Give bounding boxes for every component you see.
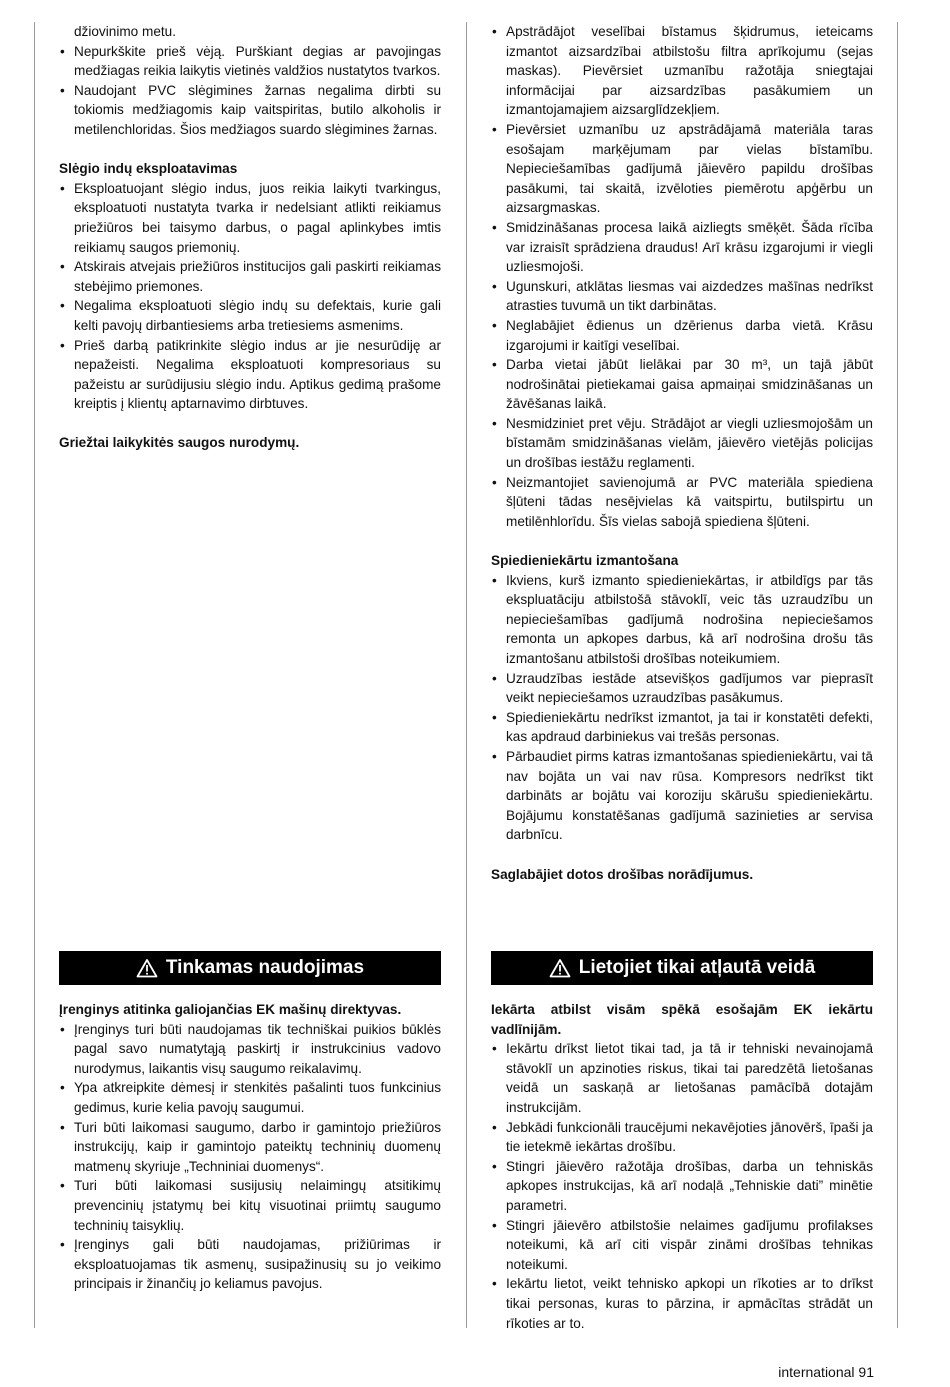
section-title: Slėgio indų eksploatavimas <box>59 161 238 177</box>
warning-triangle-icon <box>549 958 571 978</box>
list-item: • Iekārtu drīkst lietot tikai tad, ja tā ir tehniski nevainojamā stāvoklī un apzinoties riskus, tikai tai paredzētā lietošanas veidā un saskaņā ar lietošanas pamācībā dotajām instrukcijām. <box>491 1039 873 1117</box>
list-item: • Eksploatuojant slėgio indus, juos reikia laikyti tvarkingus, eksploatuoti nustatyta tvarka ir nedelsiant atlikti reikiamus priežiūros bei taisymo darbus, o pagal aplinkybes imtis reikiamų saugos priemonių. <box>59 179 441 257</box>
usage-lead: Iekārta atbilst visām spēkā esošajām EK iekārtu vadlīnijām. <box>491 1002 873 1037</box>
section-title: Spiedieniekārtu izmantošana <box>491 553 679 569</box>
bullet-list-top <box>59 42 441 140</box>
left-column <box>59 22 441 453</box>
list-item: • Ypa atkreipkite dėmesį ir stenkitės pašalinti tuos funkcinius gedimus, kurie kelia pavojų saugumui. <box>59 1078 441 1117</box>
list-item: • Pievērsiet uzmanību uz apstrādājamā materiāla taras esošajam marķējumam par vielas bīstamību. Nepieciešamības gadījumā jāievēro papildu drošības pasākumi, tai skaitā, izvēloties piemērotu apģērbu un aizsargmaskas. <box>491 120 873 218</box>
list-item: • Įrenginys turi būti naudojamas tik techniškai puikios būklės pagal savo numatytąją paskirtį ir instrukcinius vadovo nurodymus, laikantis visų saugumo reikalavimų. <box>59 1020 441 1079</box>
column-rule-right <box>897 22 898 1328</box>
list-item: • Prieš darbą patikrinkite slėgio indus ar jie nesurūdiję ar nepažeisti. Negalima eksploatuoti kompresoriaus su pažeistu ar surūdijusiu slėgio indu. Aptikus gedimą prašome kreiptis į klientų aptarnavimo dirbtuves. <box>59 336 441 414</box>
bullet-list-section <box>491 571 873 845</box>
usage-section-right <box>491 1000 873 1333</box>
closing-note: Saglabājiet dotos drošības norādījumus. <box>491 866 754 882</box>
usage-bullet-list <box>59 1020 441 1294</box>
usage-section-left <box>59 1000 441 1294</box>
list-item: • Atskirais atvejais priežiūros institucijos gali paskirti reikiamas stebėjimo priemones. <box>59 257 441 296</box>
list-item: • Pārbaudiet pirms katras izmantošanas spiedieniekārtu, vai tā nav bojāta un vai nav rūsa. Kompresors nedrīkst tikt darbināts ar bojātu vai koroziju skārušu spiedieniekārtu. Bojājumu konstatēšanas gadījumā sazinieties ar servisa darbnīcu. <box>491 747 873 845</box>
list-item: • Smidzināšanas procesa laikā aizliegts smēķēt. Šāda rīcība var izraisīt sprādziena draudus! Arī krāsu izgarojumi ir viegli uzliesmojoši. <box>491 218 873 277</box>
usage-lead: Įrenginys atitinka galiojančias EK mašinų direktyvas. <box>59 1002 402 1017</box>
list-item: • Nesmidziniet pret vēju. Strādājot ar viegli uzliesmojošām un bīstamām smidzināšanas vielām, jāievēro vietējās policijas un drošības iestāžu reglamenti. <box>491 414 873 473</box>
section-banner-left <box>59 951 441 985</box>
warning-triangle-icon <box>136 958 158 978</box>
list-item: • Ikviens, kurš izmanto spiedieniekārtas, ir atbildīgs par tās ekspluatāciju atbilstošā stāvoklī, veic tās uzraudzību un nepieciešamības gadījumā nodrošina nepieciešamos remonta un apkopes darbus, kā arī nodrošina drošu tās izmantošanu atbilstoši drošības noteikumiem. <box>491 571 873 669</box>
list-item: • Neglabājiet ēdienus un dzērienus darba vietā. Krāsu izgarojumi ir kaitīgi veselībai. <box>491 316 873 355</box>
right-column <box>491 22 873 884</box>
column-rule-middle <box>466 22 467 1328</box>
list-item: • Uzraudzības iestāde atsevišķos gadījumos var pieprasīt veikt nepieciešamos uzraudzības pasākumus. <box>491 669 873 708</box>
page-footer: international 91 <box>778 1364 874 1380</box>
list-item: • Stingri jāievēro atbilstošie nelaimes gadījumu profilakses noteikumi, kā arī citi vispār zināmi drošības tehnikas noteikumi. <box>491 1216 873 1275</box>
section-banner-right <box>491 951 873 985</box>
banner-title: Tinkamas naudojimas <box>165 957 365 978</box>
closing-note: Griežtai laikykitės saugos nurodymų. <box>59 435 300 451</box>
list-item: • Apstrādājot veselībai bīstamus šķidrumus, ieteicams izmantot aizsardzībai atbilstošu filtra aprīkojumu (sejas maskas). Pievērsiet uzmanību ražotāja sniegtajai informācijai par aizsardzības pasākumiem un izmantojamajiem aizsarglīdzekļiem. <box>491 22 873 120</box>
list-item: • Jebkādi funkcionāli traucējumi nekavējoties jānovērš, īpaši ja tie ietekmē iekārtas drošību. <box>491 1118 873 1157</box>
list-item: • Ugunskuri, atklātas liesmas vai aizdedzes mašīnas nedrīkst atrasties tuvumā un tikt darbinātas. <box>491 277 873 316</box>
list-item: • Iekārtu lietot, veikt tehnisko apkopi un rīkoties ar to drīkst tikai personas, kuras to pārzina, ir apmācītas strādāt un rīkoties ar to. <box>491 1274 873 1333</box>
list-item: • Neizmantojiet savienojumā ar PVC materiāla spiediena šļūteni tādas nesējvielas kā vaitspirtu, butilspirtu un metilēnhlorīdu. Šīs vielas sabojā spiediena šļūteni. <box>491 473 873 532</box>
bullet-list-top <box>491 22 873 531</box>
list-item: • Turi būti laikomasi saugumo, darbo ir gamintojo priežiūros instrukcijų, kaip ir gamintojo pateiktų techninių duomenų matmenų skyriuje „Techniniai duomenys“. <box>59 1118 441 1177</box>
list-item: • Darba vietai jābūt lielākai par 30 m³, un tajā jābūt nodrošinātai pietiekamai gaisa apmaiņai smidzināšanas un žāvēšanas laikā. <box>491 355 873 414</box>
list-item: • Įrenginys gali būti naudojamas, prižiūrimas ir eksploatuojamas tik asmenų, susipažinusių su jo veikimo principais ir žinančių jo keliamus pavojus. <box>59 1235 441 1294</box>
list-item: • Stingri jāievēro ražotāja drošības, darba un tehniskās apkopes instrukcijas, kā arī nodaļā „Tehniskie dati” minētie parametri. <box>491 1157 873 1216</box>
list-item: • Negalima eksploatuoti slėgio indų su defektais, kurie gali kelti pavojų dirbantiesiems arba tretiesiems asmenims. <box>59 296 441 335</box>
bullet-list-section <box>59 179 441 414</box>
list-item: • Naudojant PVC slėgimines žarnas negalima dirbti su tokiomis medžiagomis kaip vaitspiritas, butilo alkoholis ir metilenchloridas. Šios medžiagos suardo slėgimines žarnas. <box>59 81 441 140</box>
list-item: • Turi būti laikomasi susijusių nelaimingų atsitikimų prevencinių įstatymų bei kitų visuotinai priimtų saugumo techninių taisyklių. <box>59 1176 441 1235</box>
list-item: • Spiedieniekārtu nedrīkst izmantot, ja tai ir konstatēti defekti, kas apdraud darbiniekus vai trešās personas. <box>491 708 873 747</box>
intro-text: džiovinimo metu. <box>74 24 176 39</box>
usage-bullet-list <box>491 1039 873 1333</box>
column-rule-left <box>34 22 35 1328</box>
banner-title: Lietojiet tikai atļautā veidā <box>578 957 816 978</box>
list-item: • Nepurkškite prieš vėją. Purškiant degias ar pavojingas medžiagas reikia laikytis vietinės valdžios nustatytos tvarkos. <box>59 42 441 81</box>
